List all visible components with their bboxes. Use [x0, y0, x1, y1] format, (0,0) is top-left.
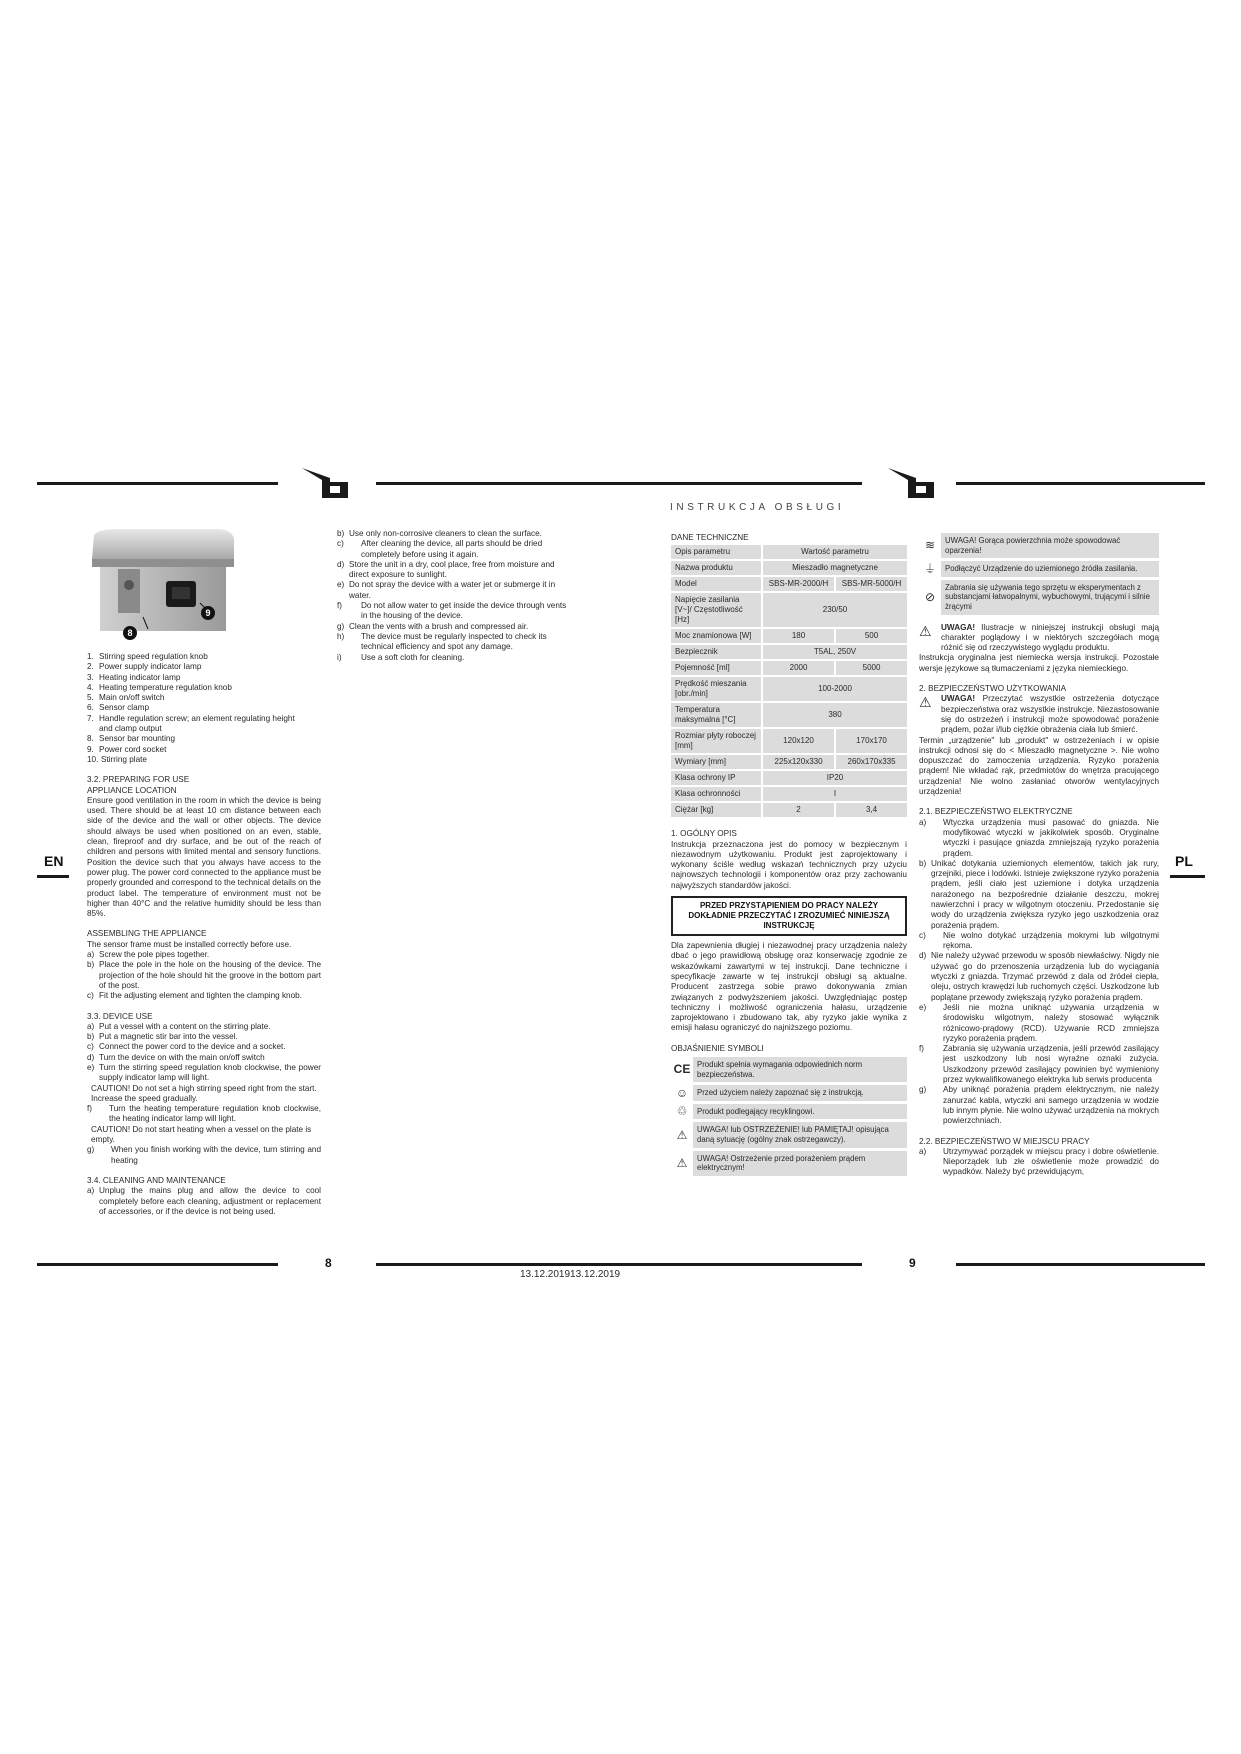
brand-logo-right: [886, 466, 938, 500]
lang-tag-pl: PL: [1175, 853, 1193, 869]
list-item: 6. Sensor clamp: [87, 703, 150, 713]
recycle-icon: ♲: [676, 1104, 688, 1119]
warning-icon: ⚠: [919, 622, 932, 639]
table-cell-value: 225x120x330: [763, 755, 836, 769]
original-version-note: Instrukcja oryginalna jest niemiecka wersja instrukcji. Pozostałe wersje językowe są tłumaczeniami z języka niemieckiego.: [919, 653, 1159, 673]
list-item: g) Aby uniknąć porażenia prądem elektrycznym, nie należy zanurzać kabla, wtyczki ani samego urządzenia w wodzie lub innym płynie. Nie wolno używać urządzenia na mokrych powierzchniach.: [919, 1085, 1159, 1126]
table-row: [671, 803, 907, 817]
list-item: 9. Power cord socket: [87, 744, 167, 754]
symbol-row: ⚠ UWAGA! lub OSTRZEŻENIE! lub PAMIĘTAJ! opisująca daną sytuację (ogólny znak ostrzegawczy).: [671, 1122, 907, 1147]
table-cell-value: I: [763, 787, 907, 801]
table-cell-value: 170x170: [836, 729, 907, 753]
list-item: c) Fit the adjusting element and tighten the clamping knob.: [87, 991, 302, 1001]
list-item: f) Zabrania się używania urządzenia, jeśli przewód zasilający jest uszkodzony lub nosi wyraźne oznaki zużycia. Uszkodzony przewód zasilający powinien być wymieniony przez wykwalifikowanego elektryka lub serwis producenta: [919, 1044, 1159, 1085]
safety-note: ⚠ UWAGA! Przeczytać wszystkie ostrzeżenia dotyczące bezpieczeństwa oraz wszystkie instrukcje. Niezastosowanie się do ostrzeżeń i instrukcji może spowodować porażenie prądem, pożar i/lub ciężkie obrażenia ciała lub śmierć.: [919, 694, 1159, 735]
list-item: e) Do not spray the device with a water jet or submerge it in water.: [337, 580, 556, 600]
table-cell-label: Nazwa produktu: [671, 561, 763, 575]
list-item: 7. Handle regulation screw; an element regulating height and clamp output: [87, 713, 295, 734]
table-cell-label: Opis parametru: [671, 545, 763, 559]
page-number-left: 8: [325, 1256, 332, 1270]
table-cell-value: 380: [763, 703, 907, 727]
prohibited-icon: ⊘: [924, 590, 936, 605]
list-item: a) Screw the pole pipes together.: [87, 950, 210, 960]
symbols-title: OBJAŚNIENIE SYMBOLI: [671, 1043, 764, 1053]
illustration-note: ⚠ UWAGA! Ilustracje w niniejszej instrukcji obsługi mają charakter poglądowy i w niektórych szczegółach mogą różnić się od rzeczywistego wyglądu produktu.: [919, 622, 1159, 653]
list-item: 10. Stirring plate: [87, 754, 147, 764]
table-cell-label: Moc znamionowa [W]: [671, 629, 763, 643]
bottom-rule-left-b: [376, 1263, 862, 1266]
table-cell-value: 260x170x335: [836, 755, 907, 769]
list-item: 2. Power supply indicator lamp: [87, 662, 202, 672]
brand-logo-left: [300, 466, 352, 500]
table-row: [671, 677, 907, 701]
top-rule-left-b: [376, 482, 862, 485]
warning-icon: ⚠: [676, 1127, 688, 1142]
list-item: a) Wtyczka urządzenia musi pasować do gniazda. Nie modyfikować wtyczki w jakikolwiek sposób. Oryginalne wtyczki i pasujące gniazda zmniejszają ryzyko porażenia prądem.: [919, 817, 1159, 858]
caution-1: CAUTION! Do not set a high stirring speed right from the start. Increase the speed gradually.: [91, 1083, 317, 1103]
section-1-title: 1. OGÓLNY OPIS: [671, 829, 737, 839]
table-cell-value: T5AL, 250V: [763, 645, 907, 659]
list-item: 3. Heating indicator lamp: [87, 672, 181, 682]
callout-9: 9: [205, 608, 211, 618]
hot-surface-icon: ≋: [924, 538, 936, 553]
symbol-row: ≋ UWAGA! Gorąca powierzchnia może spowodować oparzenia!: [919, 533, 1159, 558]
parts-list: [87, 652, 321, 765]
list-item: 4. Heating temperature regulation knob: [87, 682, 232, 692]
electric-warning-icon: ⚠: [676, 1156, 688, 1171]
table-cell-value: 3,4: [836, 803, 907, 817]
list-item: c) Nie wolno dotykać urządzenia mokrymi lub wilgotnymi rękoma.: [919, 930, 1159, 951]
list-item: e) Turn the stirring speed regulation knob clockwise, the power supply indicator lamp will light.: [87, 1062, 321, 1083]
table-row: [671, 577, 907, 591]
list-item: e) Jeśli nie można uniknąć używania urządzenia w środowisku wilgotnym, należy stosować wyłącznik różnicowo-prądowy (RCD). Używanie RCD zmniejsza ryzyko porażenia prądem.: [919, 1002, 1159, 1043]
section-2-2-title: 2.2. BEZPIECZEŃSTWO W MIEJSCU PRACY: [919, 1136, 1090, 1146]
list-item: a) Put a vessel with a content on the stirring plate.: [87, 1021, 271, 1031]
table-row: [671, 771, 907, 785]
table-cell-value: 230/50: [763, 593, 907, 627]
bottom-rule-left-a: [37, 1263, 278, 1266]
list-item: f) Do not allow water to get inside the device through vents in the housing of the device.: [337, 601, 567, 621]
section-3-3-title: 3.3. DEVICE USE: [87, 1011, 153, 1021]
section-1-text-2: Dla zapewnienia długiej i niezawodnej pracy urządzenia należy dbać o jego prawidłową obsługę oraz konserwację zgodnie ze wskazówkami zawartymi w tej instrukcji. Dane techniczne i specyfikacje zawarte w tej instrukcji obsługi są aktualne. Producent zastrzega sobie prawo dokonywania zmian związanych z podwyższeniem jakości. Uwzględniając postęp techniczny i możliwość ograniczenia hałasu, urządzenie zaprojektowano i zbudowano tak, aby ryzyko jakie wynika z emisji hałasu ograniczyć do najniższego poziomu.: [671, 941, 907, 1033]
read-instructions-box: PRZED PRZYSTĄPIENIEM DO PRACY NALEŻY DOKŁADNIE PRZECZYTAĆ I ZROZUMIEĆ NINIEJSZĄ INSTRUKCJĘ: [671, 896, 907, 936]
bottom-rule-right: [956, 1263, 1205, 1266]
table-row: [671, 645, 907, 659]
lang-underline-en: [37, 875, 69, 878]
table-row: [671, 661, 907, 675]
table-row: [671, 629, 907, 643]
table-cell-label: Prędkość mieszania [obr./min]: [671, 677, 763, 701]
table-cell-label: Wymiary [mm]: [671, 755, 763, 769]
footer-date: 13.12.201913.12.2019: [520, 1269, 621, 1280]
lang-tag-en: EN: [44, 853, 64, 869]
list-item: d) Turn the device on with the main on/off switch: [87, 1052, 265, 1062]
page-title-pl: INSTRUKCJA OBSŁUGI: [670, 502, 845, 513]
section-3-2-title: 3.2. PREPARING FOR USE: [87, 775, 190, 785]
list-item: 5. Main on/off switch: [87, 693, 165, 703]
table-row: [671, 593, 907, 627]
en-column-2: [337, 529, 571, 663]
assembling-intro: The sensor frame must be installed correctly before use.: [87, 939, 292, 949]
symbol-row: ⚠ UWAGA! Ostrzeżenie przed porażeniem prądem elektrycznym!: [671, 1151, 907, 1176]
list-item: 8. Sensor bar mounting: [87, 734, 176, 744]
list-item: i) Use a soft cloth for cleaning.: [337, 652, 465, 662]
table-row: [671, 703, 907, 727]
table-cell-label: Rozmiar płyty roboczej [mm]: [671, 729, 763, 753]
ground-icon: ⏚: [923, 561, 936, 576]
table-cell-value: Mieszadło magnetyczne: [763, 561, 907, 575]
list-item: f) Turn the heating temperature regulation knob clockwise, the heating indicator lamp will light.: [87, 1104, 321, 1124]
symbol-row: ⊘ Zabrania się używania tego sprzętu w eksperymentach z substancjami łatwopalnymi, wybuchowymi, trującymi i silnie żrącymi: [919, 580, 1159, 615]
table-cell-label: Pojemność [ml]: [671, 661, 763, 675]
list-item: c) After cleaning the device, all parts should be dried completely before using it again.: [337, 539, 543, 559]
section-2-text: Termin „urządzenie" lub „produkt" w ostrzeżeniach i w opisie instrukcji odnosi się do < Mieszadło magnetyczne >. Nie wolno dopuszczać do zamoczenia urządzenia. Ryzyko porażenia prądem! Nie wkładać rąk, przedmiotów do wnętrza pracującego urządzenia! Nie wolno zasłaniać otworów wentylacyjnych urządzenia!: [919, 735, 1159, 797]
table-row: [671, 561, 907, 575]
symbol-row: ☺ Przed użyciem należy zapoznać się z instrukcją.: [671, 1085, 907, 1101]
table-cell-value: SBS-MR-2000/H: [763, 577, 836, 591]
table-cell-value: Wartość parametru: [763, 545, 907, 559]
table-cell-value: 500: [836, 629, 907, 643]
section-3-4-title: 3.4. CLEANING AND MAINTENANCE: [87, 1175, 226, 1185]
table-row: [671, 755, 907, 769]
ce-icon: CE: [673, 1062, 691, 1077]
top-rule-right: [956, 482, 1205, 485]
list-item: a) Utrzymywać porządek w miejscu pracy i dobre oświetlenie. Nieporządek lub złe oświetlenie może prowadzić do wypadków. Należy być przewidującym,: [919, 1146, 1159, 1177]
list-item: c) Connect the power cord to the device and a socket.: [87, 1042, 286, 1052]
callout-8: 8: [127, 628, 133, 638]
list-item: b) Unikać dotykania uziemionych elementów, takich jak rury, grzejniki, piece i lodówki. Istnieje zwiększone ryzyko porażenia prądem, jeśli ciało jest uziemione i dotyka urządzenia narażonego na bezpośrednie działanie deszczu, mokrej nawierzchni i pracy w wilgotnym otoczeniu. Przedostanie się wody do urządzenia zwiększa ryzyko jego uszkodzenia oraz porażenia prądem.: [919, 858, 1159, 930]
list-item: h) The device must be regularly inspected to check its technical efficiency and spot any damage.: [337, 631, 547, 652]
section-1-text: Instrukcja przeznaczona jest do pomocy w bezpiecznym i niezawodnym użytkowaniu. Produkt jest zaprojektowany i wykonany ściśle według wskazań technicznych przy użyciu najnowszych technologii i komponentów oraz przy zachowaniu najwyższych standardów jakości.: [671, 839, 907, 890]
caution-2: CAUTION! Do not start heating when a vessel on the plate is empty.: [91, 1124, 312, 1145]
list-item: d) Store the unit in a dry, cool place, free from moisture and direct exposure to sunlight.: [337, 559, 555, 580]
table-cell-value: SBS-MR-5000/H: [836, 577, 907, 591]
lang-underline-pl: [1170, 875, 1205, 878]
en-column-1: [87, 652, 321, 1217]
table-cell-value: 2000: [763, 661, 836, 675]
section-2-1-title: 2.1. BEZPIECZEŃSTWO ELEKTRYCZNE: [919, 807, 1073, 817]
table-cell-label: Ciężar [kg]: [671, 803, 763, 817]
list-item: b) Put a magnetic stir bar into the vessel.: [87, 1032, 238, 1042]
table-cell-label: Bezpiecznik: [671, 645, 763, 659]
list-item: g) When you finish working with the device, turn stirring and heating: [87, 1145, 321, 1165]
read-manual-icon: ☺: [675, 1085, 689, 1100]
list-item: g) Clean the vents with a brush and compressed air.: [337, 621, 529, 631]
section-2-title: 2. BEZPIECZEŃSTWO UŻYTKOWANIA: [919, 684, 1067, 694]
section-3-2-text: Ensure good ventilation in the room in which the device is being used. There should be at least 10 cm distance between each side of the device and the wall or other objects. The device should always be used when positioned on an even, stable, clean, fireproof and dry surface, and be out of the reach of children and persons with limited mental and sensory functions. Position the device such that you always have access to the power plug. The power cord connected to the appliance must be properly grounded and correspond to the technical details on the product label. The temperature of environment must not be higher than 40°C and the relative humidity should be less than 85%.: [87, 795, 321, 919]
list-item: a) Unplug the mains plug and allow the device to cool completely before each cleaning, adjustment or replacement of accessories, or if the device is not being used.: [87, 1186, 321, 1216]
pl-column-1: [671, 533, 907, 1179]
table-cell-value: 5000: [836, 661, 907, 675]
list-item: b) Place the pole in the hole on the housing of the device. The projection of the hole should hit the groove in the bottom part of the post.: [87, 960, 321, 990]
table-cell-value: 180: [763, 629, 836, 643]
product-photo: [88, 529, 238, 649]
list-item: b) Use only non-corrosive cleaners to clean the surface.: [337, 529, 542, 538]
list-item: d) Nie należy używać przewodu w sposób niewłaściwy. Nigdy nie używać go do przenoszenia urządzenia lub do wyciągania wtyczki z gniazda. Trzymać przewód z dala od źródeł ciepła, oleju, ostrych krawędzi lub ruchomych części. Uszkodzone lub poplątane przewody zwiększają ryzyko porażenia prądem.: [919, 951, 1159, 1002]
list-item: 1. Stirring speed regulation knob: [87, 652, 208, 661]
spec-table: [671, 543, 907, 819]
table-row: [671, 729, 907, 753]
symbol-row: CE Produkt spełnia wymagania odpowiednich norm bezpieczeństwa.: [671, 1057, 907, 1082]
assembling-title: ASSEMBLING THE APPLIANCE: [87, 929, 207, 939]
pl-column-2: [919, 533, 1159, 1178]
top-rule-left-a: [37, 482, 278, 485]
table-cell-label: Napięcie zasilania [V~]/ Częstotliwość [Hz]: [671, 593, 763, 627]
table-cell-label: Temperatura maksymalna [°C]: [671, 703, 763, 727]
table-cell-label: Klasa ochrony IP: [671, 771, 763, 785]
spec-title: DANE TECHNICZNE: [671, 533, 749, 542]
section-3-2-subtitle: APPLIANCE LOCATION: [87, 785, 177, 795]
table-cell-label: Klasa ochronności: [671, 787, 763, 801]
symbol-row: ♲ Produkt podlegający recyklingowi.: [671, 1104, 907, 1120]
symbol-row: ⏚ Podłączyć Urządzenie do uziemionego źródła zasilania.: [919, 561, 1159, 577]
table-row: [671, 545, 907, 559]
warning-icon: ⚠: [919, 694, 932, 711]
table-cell-value: 120x120: [763, 729, 836, 753]
table-cell-value: 100-2000: [763, 677, 907, 701]
table-cell-value: IP20: [763, 771, 907, 785]
page-number-right: 9: [909, 1256, 916, 1270]
table-cell-value: 2: [763, 803, 836, 817]
table-row: [671, 787, 907, 801]
table-cell-label: Model: [671, 577, 763, 591]
